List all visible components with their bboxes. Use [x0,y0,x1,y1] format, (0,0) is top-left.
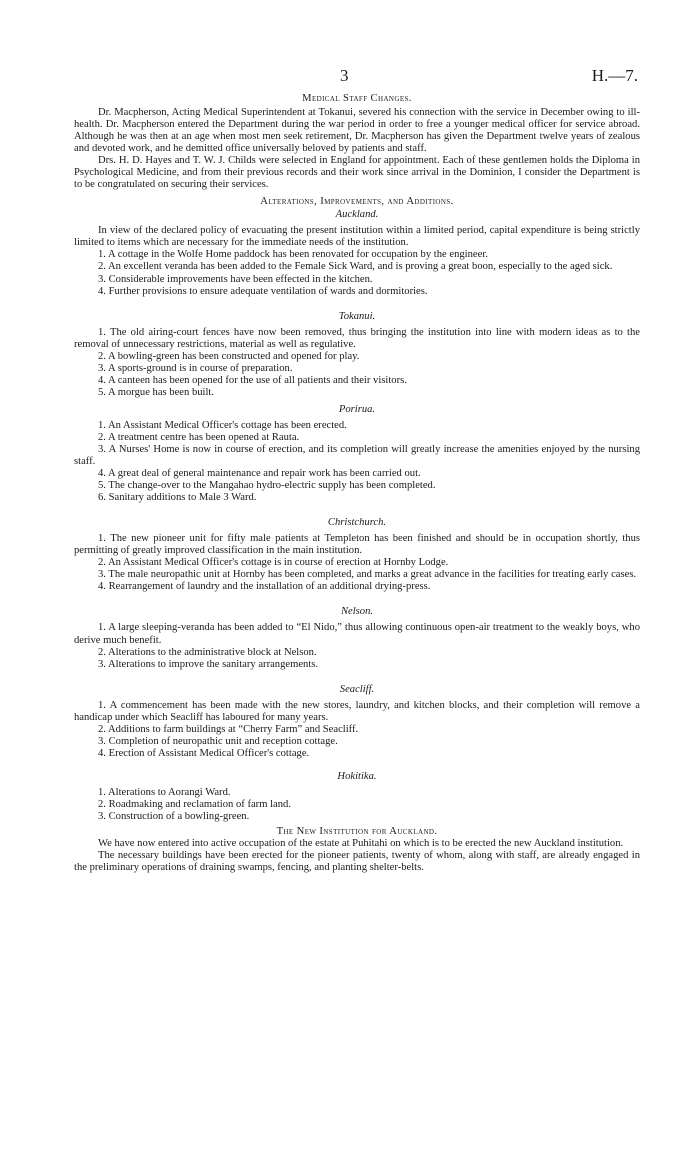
list-item: 4. Erection of Assistant Medical Officer's cottage. [98,747,310,759]
paragraph: Drs. H. D. Hayes and T. W. J. Childs were selected in England for appointment. Each of these gentlemen holds the Diploma in Psychological Medicine, and from their previous records and their work since arrival in the Dominion, I consider the Department is to be congratulated on securing their services. [74,155,640,191]
list-item: 4. A great deal of general maintenance and repair work has been carried out. [98,468,421,480]
paragraph: In view of the declared policy of evacuating the present institution within a limited period, capital expenditure is being strictly limited to items which are necessary for the immediate needs of the institution. [74,225,640,249]
list-item: 4. Rearrangement of laundry and the installation of an additional drying-press. [98,581,431,593]
list-item: 3. Completion of neuropathic unit and reception cottage. [98,735,338,747]
list-item: 1. Alterations to Aorangi Ward. [98,786,231,798]
subheading-seacliff: Seacliff. [339,683,375,695]
list-item: 3. Construction of a bowling-green. [98,810,250,822]
list-item: 1. The new pioneer unit for fifty male patients at Templeton has been finished and should be in occupation shortly, thus permitting of greatly improved classification in the main institution. [74,533,640,557]
document-reference: H.—7. [591,66,638,85]
list-item: 3. Considerable improvements have been effected in the kitchen. [98,273,373,285]
subheading-auckland: Auckland. [335,209,379,221]
list-item: 1. A cottage in the Wolfe Home paddock has been renovated for occupation by the engineer. [98,249,488,261]
paragraph: The necessary buildings have been erected for the pioneer patients, twenty of whom, along with staff, are already engaged in the preliminary operations of draining swamps, fencing, and planting shelter-belts. [74,850,640,874]
list-item: 1. A large sleeping-veranda has been added to “El Nido,” thus allowing continuous open-air treatment to the weakly boys, who derive much benefit. [74,622,640,646]
subheading-tokanui: Tokanui. [338,310,376,322]
list-item: 1. The old airing-court fences have now been removed, thus bringing the institution into line with modern ideas as to the removal of unnecessary restrictions, material as well as regulative. [74,326,640,350]
list-item: 6. Sanitary additions to Male 3 Ward. [98,492,257,504]
list-item: 2. Roadmaking and reclamation of farm land. [98,798,291,810]
list-item: 2. Additions to farm buildings at “Cherry Farm” and Seacliff. [98,723,359,735]
subheading-christchurch: Christchurch. [327,517,387,529]
list-item: 3. A sports-ground is in course of preparation. [98,362,293,374]
subheading-nelson: Nelson. [340,606,374,618]
section-heading-staff-changes: Medical Staff Changes. [302,93,412,104]
page-number: 3 [340,66,349,85]
document-page [74,66,640,874]
list-item: 2. An excellent veranda has been added to the Female Sick Ward, and is proving a great boon, especially to the aged sick. [98,261,613,273]
page-header [74,66,640,92]
list-item: 2. A bowling-green has been constructed and opened for play. [98,350,360,362]
list-item: 5. A morgue has been built. [98,386,215,398]
list-item: 2. A treatment centre has been opened at Rauta. [98,431,300,443]
list-item: 5. The change-over to the Mangahao hydro-electric supply has been completed. [98,480,436,492]
list-item: 3. Alterations to improve the sanitary arrangements. [98,658,319,670]
section-heading-new-institution: The New Institution for Auckland. [276,826,438,838]
section-heading-alterations: Alterations, Improvements, and Additions. [260,196,454,208]
paragraph: We have now entered into active occupation of the estate at Puhitahi on which is to be erected the new Auckland institution. [98,838,624,850]
subheading-hokitika: Hokitika. [337,770,377,782]
paragraph: Dr. Macpherson, Acting Medical Superintendent at Tokanui, severed his connection with the service in December owing to ill-health. Dr. Macpherson entered the Department during the war period in order to free a younger medical officer for service abroad. Although he was then at an age when most men seek retirement, Dr. Macpherson has given the Department twelve years of zealous and devoted work, and he demitted office universally beloved by patients and staff. [74,107,640,155]
list-item: 1. An Assistant Medical Officer's cottage has been erected. [98,419,347,431]
list-item: 3. The male neuropathic unit at Hornby has been completed, and marks a great advance in the facilities for treating early cases. [98,569,637,581]
list-item: 2. An Assistant Medical Officer's cottage is in course of erection at Hornby Lodge. [98,557,449,569]
list-item: 2. Alterations to the administrative block at Nelson. [98,646,317,658]
list-item: 4. A canteen has been opened for the use of all patients and their visitors. [98,374,407,386]
list-item: 1. A commencement has been made with the new stores, laundry, and kitchen blocks, and their completion will remove a handicap under which Seacliff has laboured for many years. [74,699,640,723]
subheading-porirua: Porirua. [338,403,376,415]
list-item: 4. Further provisions to ensure adequate ventilation of wards and dormitories. [98,285,428,297]
list-item: 3. A Nurses' Home is now in course of erection, and its completion will greatly increase the amenities enjoyed by the nursing staff. [74,443,640,468]
